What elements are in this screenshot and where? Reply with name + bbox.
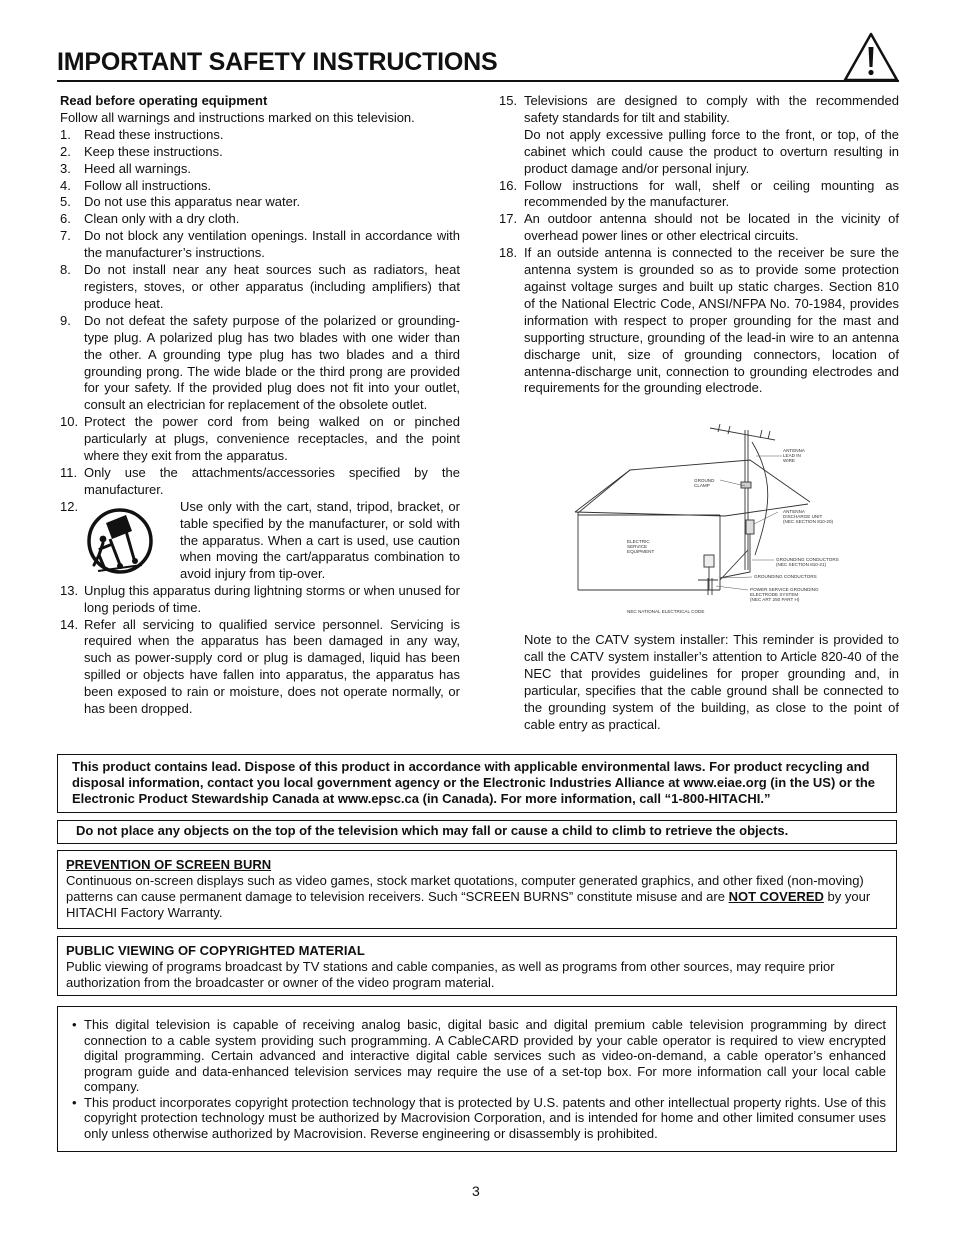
item-text: Televisions are designed to comply with the recommended safety standards for tilt and stability. (524, 93, 899, 125)
item-text: Do not block any ventilation openings. Install in accordance with the manufacturer’s instructions. (84, 228, 460, 261)
label-ground-clamp-line2: CLAMP (694, 483, 710, 488)
list-item (60, 465, 460, 499)
item-text: Keep these instructions. (84, 143, 223, 159)
label-power-service-line1: POWER SERVICE GROUNDING (750, 587, 819, 592)
page-number: 3 (472, 1183, 480, 1199)
item-text: Do not use this apparatus near water. (84, 194, 301, 210)
list-item (499, 245, 899, 397)
not-covered-emphasis: NOT COVERED (728, 889, 824, 904)
list-item (60, 178, 460, 195)
bullet-text: This product incorporates copyright protection technology that is protected by U.S. patents and other intellectual property rights. Use of this copyright protection technology must be authorized by Macrovision Corporation, and is intended for home and other limited consumer uses only unless otherwise authorized by Macrovision. Reverse engineering or disassembly is prohibited. (84, 1094, 886, 1141)
item-text: Only use the attachments/accessories specified by the manufacturer. (84, 464, 460, 497)
screen-burn-text-before: Continuous on-screen displays such as video games, stock market quotations, computer generated graphics, and other fixed (non-moving) patterns can cause permanent damage to television receivers. Such “SCREEN BURNS” constitute misuse and are (66, 873, 864, 904)
page-title: IMPORTANT SAFETY INSTRUCTIONS (57, 48, 498, 76)
label-electric-service-line1: ELECTRIC (627, 539, 650, 544)
list-item (60, 161, 460, 178)
item-text: Protect the power cord from being walked on or pinched particularly at plugs, convenience receptacles, and the point where they exit from the apparatus. (84, 414, 460, 464)
notice-bullet-list (72, 1017, 886, 1141)
lead-disposal-notice (57, 754, 897, 813)
item-text: Follow all instructions. (84, 177, 212, 193)
item-number: 13. (60, 582, 79, 598)
item-number: 5. (60, 194, 71, 210)
cart-tipover-warning-icon (86, 501, 154, 581)
label-antenna-lead-line3: WIRE (783, 458, 795, 463)
item-text: Do not defeat the safety purpose of the polarized or grounding-type plug. A polarized plug has two blades with one wider than the other. A grounding type plug has two blades and a third grounding prong. The wide blade or the third prong are provided for your safety. If the provided plug does not fit into your outlet, consult an electrician for replacement of the obsolete outlet. (84, 312, 460, 413)
item-text: If an outside antenna is connected to the receiver be sure the antenna system is grounded so as to provide some protection against voltage surges and built up static charges. Section 810 of the National Electric Code, ANSI/NFPA No. 70-1984, provides information with respect to proper grounding for the mast and supporting structure, grounding of the lead-in wire to an antenna discharge unit, size of grounding connectors, location of antenna-discharge unit, connection to grounding electrodes and requirements for the grounding electrode. (524, 245, 899, 396)
item-number: 14. (60, 616, 79, 632)
public-viewing-text: Public viewing of programs broadcast by TV stations and cable companies, as well as programs from other sources, may require prior authorization from the broadcaster or owner of the video program material. (66, 959, 835, 990)
label-antenna-lead-line2: LEAD IN (783, 453, 801, 458)
item-text: Unplug this apparatus during lightning storms or when unused for long periods of time. (84, 582, 460, 615)
list-item (60, 194, 460, 211)
item-number: 7. (60, 228, 71, 244)
screen-burn-text (66, 873, 886, 921)
item-text: Use only with the cart, stand, tripod, bracket, or table specified by the manufacturer, or sold with the apparatus. When a cart is used, use caution when moving the cart/apparatus combination to avoid injury from tip-over. (180, 498, 460, 582)
item-number: 16. (499, 177, 518, 193)
label-antenna-lead-line1: ANTENNA (783, 448, 805, 453)
label-discharge-unit-line2: DISCHARGE UNIT (783, 514, 823, 519)
list-item (499, 93, 899, 178)
item-number: 1. (60, 126, 71, 142)
label-discharge-unit-line1: ANTENNA (783, 509, 805, 514)
warning-triangle-icon (843, 32, 899, 82)
label-electric-service-line3: EQUIPMENT (627, 549, 655, 554)
item-text: Do not install near any heat sources such as radiators, heat registers, stoves, or other apparatus (including amplifiers) that produce heat. (84, 262, 460, 311)
item-number: 2. (60, 143, 71, 159)
item-text: Heed all warnings. (84, 160, 191, 176)
list-item (60, 262, 460, 313)
list-item-cart (60, 499, 460, 583)
item-number: 4. (60, 177, 71, 193)
bullet-item (72, 1017, 886, 1095)
lead-disposal-text: This product contains lead. Dispose of this product in accordance with applicable environmental laws. For product recycling and disposal information, contact you local government agency or the Electronic Industries Alliance at www.eiae.org (in the US) or the Electronic Product Stewardship Canada at www.epsc.ca (in Canada). For more information, call “1-800-HITACHI.” (72, 759, 876, 806)
label-discharge-unit-line3: (NEC SECTION 810-20) (783, 519, 834, 524)
right-column (499, 93, 899, 397)
left-column (60, 93, 460, 718)
list-item (499, 178, 899, 212)
list-item (60, 414, 460, 465)
list-item (60, 228, 460, 262)
instruction-list (60, 127, 460, 718)
item-number: 15. (499, 93, 518, 108)
item-number: 6. (60, 211, 71, 227)
item-text: Follow instructions for wall, shelf or ceiling mounting as recommended by the manufacturer. (524, 177, 899, 210)
item-text-continued: Do not apply excessive pulling force to the front, or top, of the cabinet which could cause the product to overturn resulting in product damage and/or personal injury. (524, 126, 899, 176)
label-grounding-conductors: GROUNDING CONDUCTORS (754, 574, 817, 579)
public-viewing-heading: PUBLIC VIEWING OF COPYRIGHTED MATERIAL (66, 943, 365, 958)
label-grounding-conductors-nec-line1: GROUNDING CONDUCTORS (776, 557, 839, 562)
intro-text: Follow all warnings and instructions marked on this television. (60, 109, 415, 125)
item-text: Read these instructions. (84, 126, 224, 142)
label-power-service-line3: (NEC ART 250 PART H) (750, 597, 800, 602)
public-viewing-notice (57, 936, 897, 996)
bullet-text: This digital television is capable of receiving analog basic, digital basic and digital premium cable television programming by direct connection to a cable system providing such programming. A CableCARD provided by your cable operator is required to view encrypted digital programming. Certain advanced and interactive digital cable services such as video-on-demand, a cable operator’s enhanced program guide and data-enhanced television services may require the use of a set-top box. For more information call your local cable company. (84, 1017, 886, 1094)
list-item (499, 211, 899, 245)
screen-burn-notice (57, 850, 897, 929)
label-grounding-conductors-nec-line2: (NEC SECTION 810-21) (776, 562, 827, 567)
antenna-grounding-diagram (570, 420, 870, 620)
item-number: 10. (60, 414, 79, 430)
item-number: 18. (499, 245, 518, 261)
item-number: 8. (60, 262, 71, 278)
instruction-list-continued (499, 93, 899, 397)
screen-burn-heading: PREVENTION OF SCREEN BURN (66, 857, 272, 872)
list-item (60, 583, 460, 617)
item-text: Clean only with a dry cloth. (84, 211, 240, 227)
list-item (60, 617, 460, 718)
bullet-mark: • (72, 1017, 77, 1032)
catv-installer-note: Note to the CATV system installer: This reminder is provided to call the CATV system installer’s attention to Article 820-40 of the NEC that provides guidelines for proper grounding and, in particular, specifies that the cable ground shall be connected to the grounding system of the building, as close to the point of cable entry as practical. (524, 632, 899, 732)
list-item (60, 313, 460, 414)
section-heading: Read before operating equipment (60, 93, 268, 108)
item-number: 12. (60, 498, 79, 514)
no-objects-notice (57, 820, 897, 844)
item-number: 17. (499, 211, 518, 227)
list-item (60, 211, 460, 228)
item-number: 11. (60, 464, 78, 480)
label-electric-service-line2: SERVICE (627, 544, 648, 549)
label-ground-clamp-line1: GROUND (694, 478, 715, 483)
header-rule (57, 80, 899, 82)
item-text: An outdoor antenna should not be located in the vicinity of overhead power lines or other electrical circuits. (524, 211, 899, 244)
label-power-service-line2: ELECTRODE SYSTEM (750, 592, 799, 597)
list-item (60, 144, 460, 161)
bullet-item (72, 1095, 886, 1142)
item-text: Refer all servicing to qualified service personnel. Servicing is required when the apparatus has been damaged in any way, such as power-supply cord or plug is damaged, liquid has been spilled or objects have fallen into apparatus, the apparatus has been exposed to rain or moisture, does not operate normally, or has been dropped. (84, 616, 460, 717)
item-number: 3. (60, 160, 71, 176)
screen-burn-text-after: by your HITACHI Factory Warranty. (66, 889, 871, 920)
item-number: 9. (60, 312, 71, 328)
bullet-mark: • (72, 1094, 77, 1110)
label-nec: NEC NATIONAL ELECTRICAL CODE (627, 609, 705, 614)
cable-copyright-notice (57, 1006, 897, 1152)
no-objects-text: Do not place any objects on the top of the television which may fall or cause a child to climb to retrieve the objects. (76, 823, 789, 838)
list-item (60, 127, 460, 144)
